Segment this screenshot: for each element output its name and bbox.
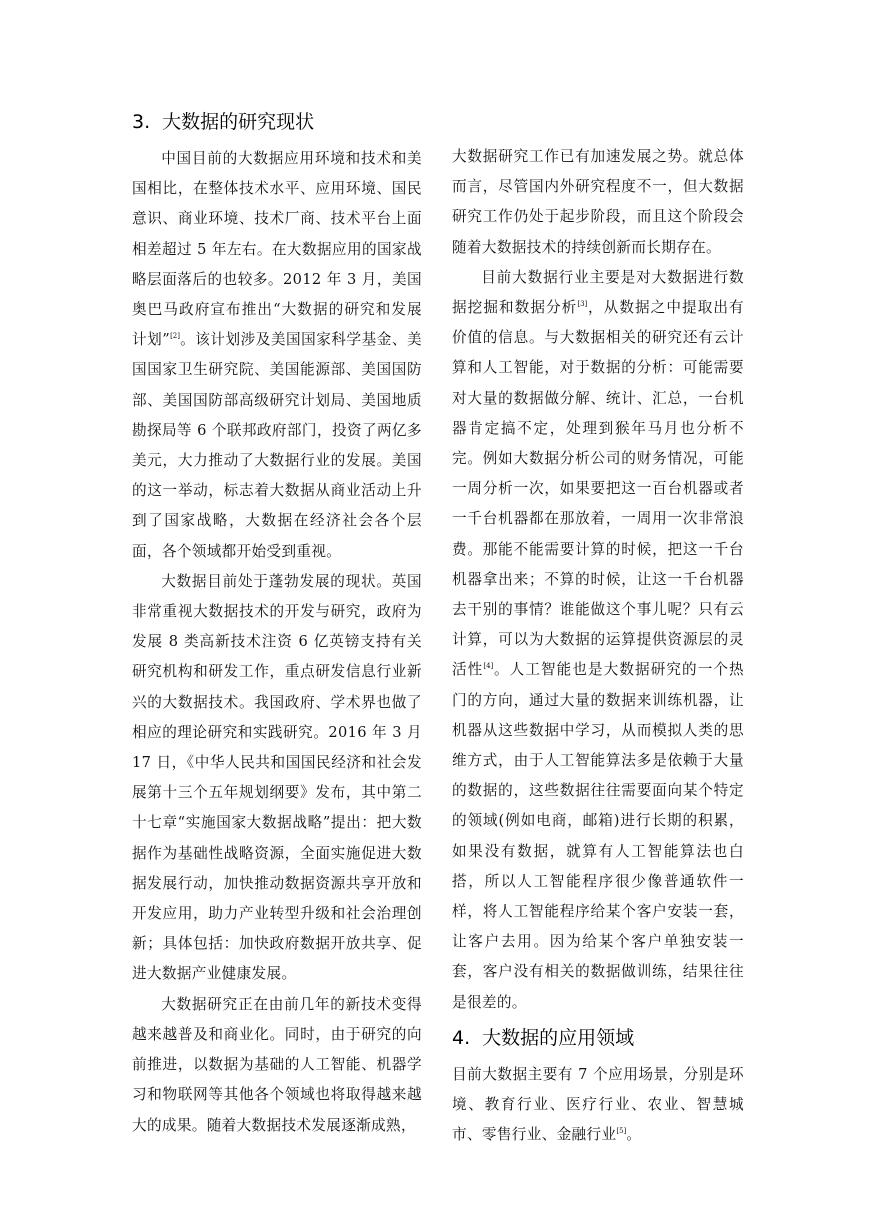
section-3-paragraph-3-part-2 [452,142,744,263]
section-3-paragraph-2 [132,567,422,990]
section-4-number: 4. [452,1026,471,1049]
citation-2: [2] [170,332,180,341]
section-3-paragraph-1 [132,144,422,567]
right-column [452,142,744,1151]
paragraph-text: 大数据研究工作已有加速发展之势。就总体而言，尽管国内外研究程度不一，但大数据研究工作仍处于起步阶段，而且这个阶段会随着大数据技术的持续创新而长期存在。 [452,148,744,256]
section-3-title: 大数据的研究现状 [162,111,315,133]
section-4-title: 大数据的应用领域 [482,1026,635,1049]
section-4-heading [452,1022,744,1054]
left-column [132,102,422,1141]
paragraph-text: 大数据研究正在由前几年的新技术变得越来越普及和商业化。同时，由于研究的向前推进，以数据为基础的人工智能、机器学习和物联网等其他各个领域也将取得越来越大的成果。随着大数据技术发展逐渐成熟， [132,995,422,1134]
paragraph-text: 。人工智能也是大数据研究的一个热门的方向，通过大量的数据来训练机器，让机器从这些数据中学习，从而模拟人类的思维方式，由于人工智能算法多是依赖于大量的数据的，这些数据往往需要面向某个特定的领域(例如电商，邮箱)进行长期的积累，如果没有数据，就算有人工智能算法也白搭，所以人工智能程序很少像普通软件一样，将人工智能程序给某个客户安装一套，让客户去用。因为给某个客户单独安装一套，客户没有相关的数据做训练，结果往往是很差的。 [452,661,744,1011]
paragraph-text: 。该计划涉及美国国家科学基金、美国国家卫生研究院、美国能源部、美国国防部、美国国防部高级研究计划局、美国地质勘探局等 6 个联邦政府部门，投资了两亿多美元，大力推动了大数据行业的发展。美国的这一举动，标志着大数据从商业活动上升到了国家战略，大数据在经济社会各个层面，各个领域都开始受到重视。 [132,331,422,560]
paragraph-text: 中国目前的大数据应用环境和技术和美国相比，在整体技术水平、应用环境、国民意识、商业环境、技术厂商、技术平台上面相差超过 5 年左右。在大数据应用的国家战略层面落后的也较多。2012 年 3 月，美国奥巴马政府宣布推出“大数据的研究和发展计划” [132,150,422,349]
paragraph-text: 目前大数据行业主要是对大数据进行数据挖掘和数据分析 [452,268,744,317]
section-3-paragraph-3-part-1 [132,990,422,1141]
section-3-number: 3. [132,111,151,133]
section-3-paragraph-4 [452,263,744,1018]
citation-3: [3] [577,300,588,309]
paragraph-text: 目前大数据主要有 7 个应用场景，分别是环境、教育行业、医疗行业、农业、智慧城市、零售行业、金融行业 [452,1065,744,1144]
citation-4: [4] [483,662,494,671]
citation-5: [5] [616,1127,627,1136]
section-3-heading [132,106,422,138]
paragraph-text: ，从数据之中提取出有价值的信息。与大数据相关的研究还有云计算和人工智能，对于数据的分析：可能需要对大量的数据做分解、统计、汇总，一台机器肯定搞不定，处理到猴年马月也分析不完。例如大数据分析公司的财务情况，可能一周分析一次，如果要把这一百台机器或者一千台机器都在那放着，一周用一次非常浪费。那能不能需要计算的时候，把这一千台机器拿出来；不算的时候，让这一千台机器去干别的事情？谁能做这个事儿呢？只有云计算，可以为大数据的运算提供资源层的灵活性 [452,299,744,679]
paragraph-text: 大数据目前处于蓬勃发展的现状。英国非常重视大数据技术的开发与研究，政府为发展 8 类高新技术注资 6 亿英镑支持有关研究机构和研发工作，重点研发信息行业新兴的大数据技术。我国政府、学术界也做了相应的理论研究和实践研究。2016 年 3 月 17 日，《中华人民共和国国民经济和社会发展第十三个五年规划纲要》发布，其中第二十七章“实施国家大数据战略”提出：把大数据作为基础性战略资源，全面实施促进大数据发展行动，加快推动数据资源共享开放和开发应用，助力产业转型升级和社会治理创新；具体包括：加快政府数据开放共享、促进大数据产业健康发展。 [132,572,422,983]
paragraph-text: 。 [626,1126,642,1144]
section-4-paragraph-1 [452,1060,744,1151]
